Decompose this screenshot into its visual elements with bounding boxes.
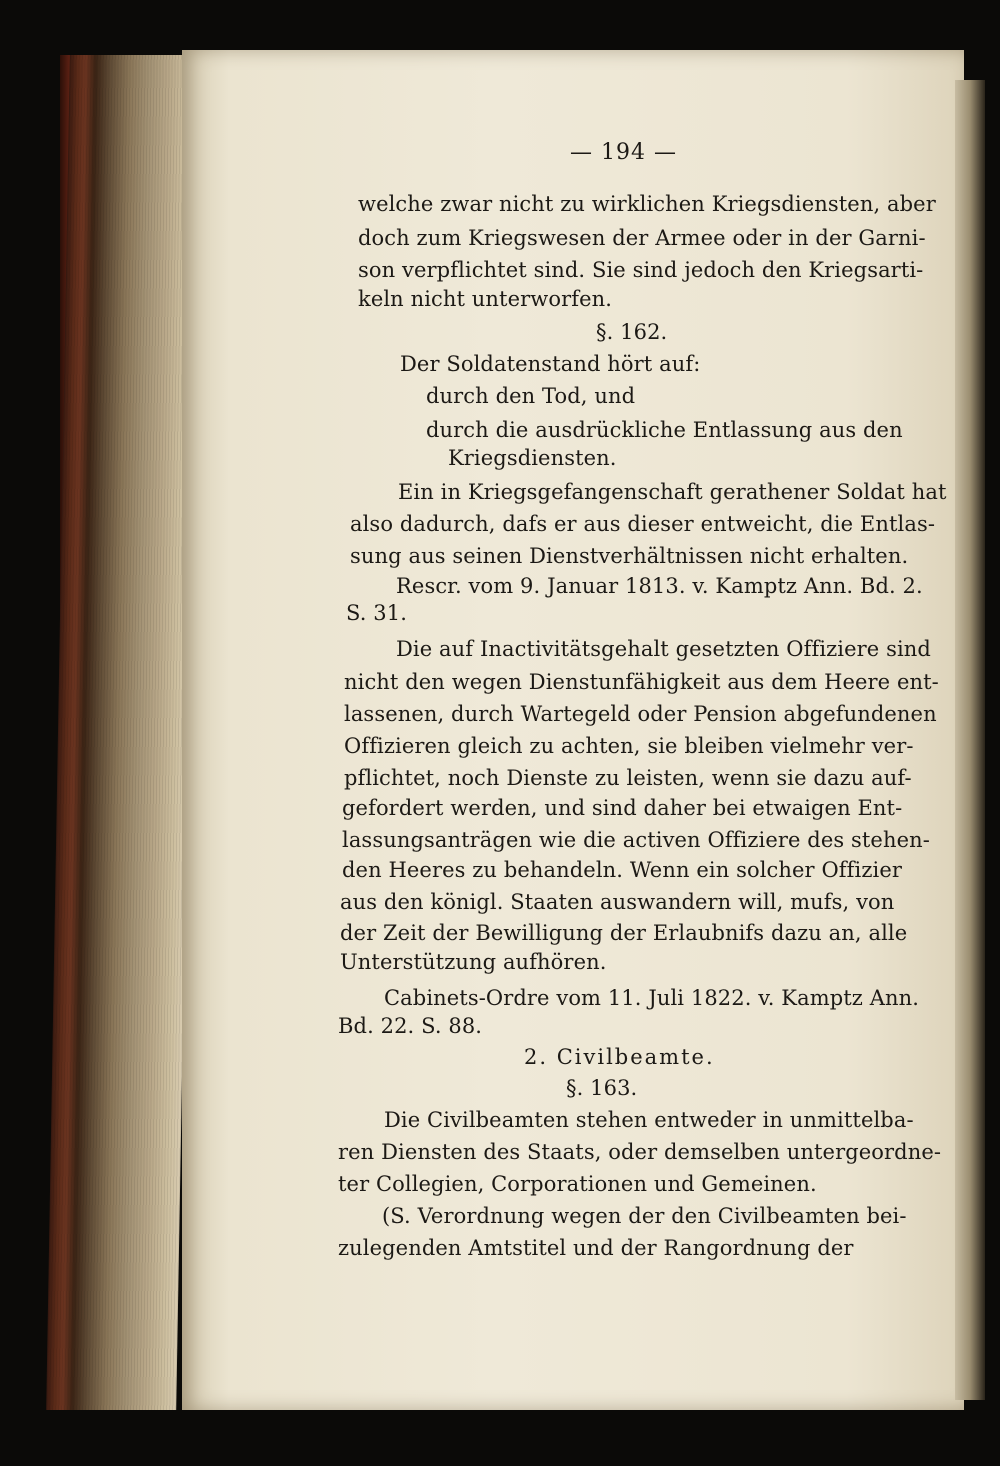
- text-line: gefordert werden, und sind daher bei etwaigen Ent-: [342, 796, 903, 820]
- text-line: welche zwar nicht zu wirklichen Kriegsdiensten, aber: [358, 192, 936, 216]
- section-number: §. 162.: [596, 320, 668, 344]
- citation-line: Rescr. vom 9. Januar 1813. v. Kamptz Ann. Bd. 2.: [396, 574, 923, 598]
- citation-line: S. 31.: [346, 601, 407, 625]
- text-line: nicht den wegen Dienstunfähigkeit aus dem Heere ent-: [344, 670, 939, 694]
- citation-line: Cabinets-Ordre vom 11. Juli 1822. v. Kamptz Ann.: [384, 986, 920, 1010]
- text-line: den Heeres zu behandeln. Wenn ein solcher Offizier: [342, 858, 902, 882]
- text-line: zulegenden Amtstitel und der Rangordnung der: [338, 1236, 854, 1260]
- text-line: also dadurch, dafs er aus dieser entweicht, die Entlas-: [350, 512, 936, 536]
- section-number: §. 163.: [566, 1076, 638, 1100]
- page-fore-edge: [46, 55, 200, 1410]
- text-line: durch die ausdrückliche Entlassung aus den: [426, 418, 903, 442]
- text-line: sung aus seinen Dienstverhältnissen nicht erhalten.: [350, 544, 909, 568]
- text-line: pflichtet, noch Dienste zu leisten, wenn sie dazu auf-: [344, 766, 912, 790]
- text-line: Offizieren gleich zu achten, sie bleiben vielmehr ver-: [344, 734, 914, 758]
- text-line: der Zeit der Bewilligung der Erlaubnifs dazu an, alle: [340, 921, 908, 945]
- text-line: Ein in Kriegsgefangenschaft gerathener Soldat hat: [398, 480, 947, 504]
- text-line: Kriegsdiensten.: [448, 446, 617, 470]
- page-number: — 194 —: [570, 140, 677, 165]
- text-line: doch zum Kriegswesen der Armee oder in der Garni-: [358, 226, 926, 250]
- citation-line: Bd. 22. S. 88.: [338, 1014, 483, 1038]
- text-line: Die Civilbeamten stehen entweder in unmittelba-: [384, 1108, 914, 1132]
- text-line: ter Collegien, Corporationen und Gemeinen.: [338, 1172, 817, 1196]
- text-line: aus den königl. Staaten auswandern will, mufs, von: [340, 890, 895, 914]
- facing-page-edge: [955, 80, 985, 1400]
- text-line: son verpflichtet sind. Sie sind jedoch den Kriegsarti-: [358, 258, 924, 282]
- text-line: ren Diensten des Staats, oder demselben untergeordne-: [338, 1140, 942, 1164]
- text-line: Die auf Inactivitätsgehalt gesetzten Offiziere sind: [396, 637, 931, 661]
- text-line: Der Soldatenstand hört auf:: [400, 352, 701, 376]
- text-line: Unterstützung aufhören.: [340, 950, 607, 974]
- text-line: (S. Verordnung wegen der den Civilbeamten bei-: [382, 1204, 907, 1228]
- text-line: lassungsanträgen wie die activen Offiziere des stehen-: [342, 828, 930, 852]
- text-line: durch den Tod, und: [426, 384, 636, 408]
- text-line: keln nicht unterworfen.: [358, 287, 613, 311]
- section-heading: 2. Civilbeamte.: [524, 1045, 715, 1069]
- text-line: lassenen, durch Wartegeld oder Pension abgefundenen: [344, 702, 937, 726]
